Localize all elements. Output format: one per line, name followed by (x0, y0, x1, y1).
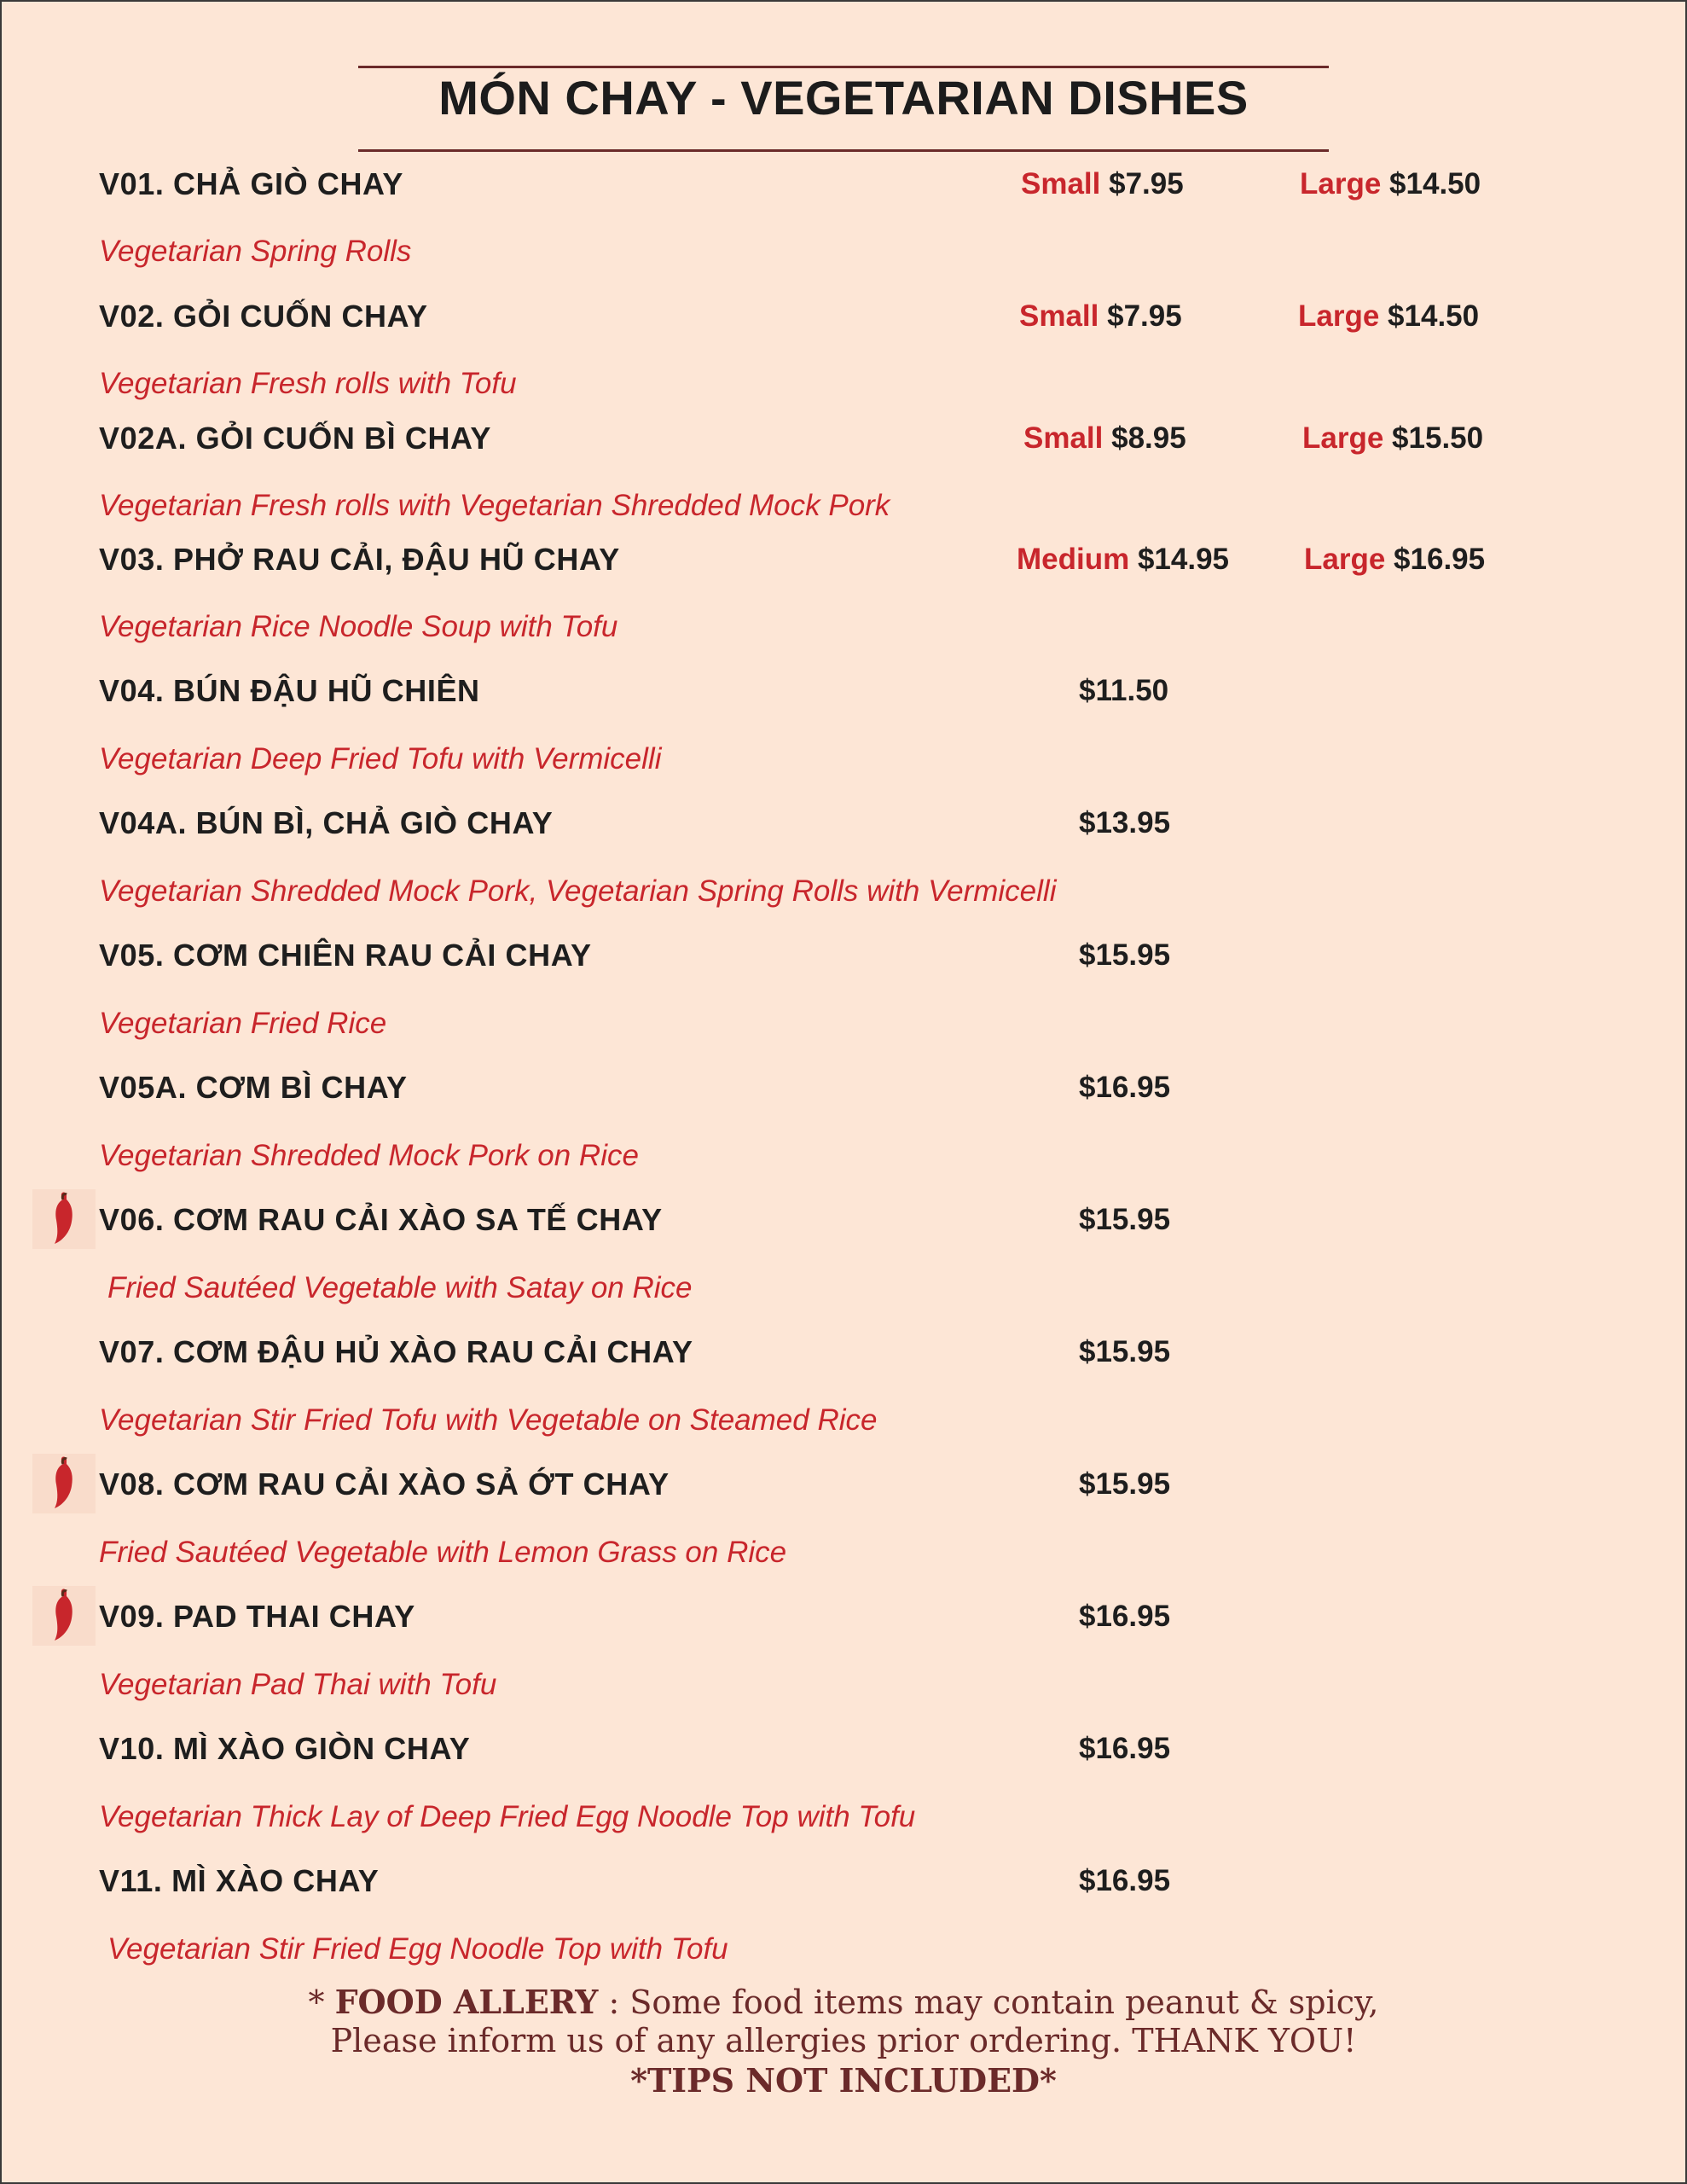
price-value: $15.50 (1392, 421, 1484, 455)
price-large (1304, 536, 1485, 584)
item-description: Vegetarian Fresh rolls with Vegetarian Shredded Mock Pork (99, 489, 890, 522)
title-rule-top (358, 66, 1329, 68)
price-value: $14.95 (1137, 543, 1230, 576)
item-description: Vegetarian Pad Thai with Tofu (99, 1668, 497, 1701)
item-name: V07. CƠM ĐẬU HỦ XÀO RAU CẢI CHAY (99, 1334, 693, 1369)
size-label: Medium (1017, 543, 1130, 576)
price-value: $15.95 (1079, 1467, 1171, 1501)
menu-item (0, 160, 1687, 208)
menu-item (0, 415, 1687, 462)
price-value: $13.95 (1079, 806, 1171, 839)
item-name: V11. MÌ XÀO CHAY (99, 1863, 380, 1898)
size-label: Large (1298, 299, 1380, 333)
price-small (1019, 293, 1182, 340)
size-label: Small (1023, 421, 1104, 455)
size-label: Large (1302, 421, 1384, 455)
menu-item (0, 799, 1687, 847)
menu-item (0, 1328, 1687, 1376)
item-description: Vegetarian Stir Fried Tofu with Vegetable on Steamed Rice (99, 1403, 878, 1437)
allergy-label: FOOD ALLERY (334, 1983, 599, 2021)
price-value: $8.95 (1111, 421, 1186, 455)
price-value: $15.95 (1079, 1203, 1171, 1236)
chili-pepper-icon (32, 1454, 96, 1513)
menu-item (0, 1857, 1687, 1905)
menu-item (0, 1593, 1687, 1641)
item-description: Vegetarian Deep Fried Tofu with Vermicelli (99, 742, 662, 775)
item-description: Fried Sautéed Vegetable with Lemon Grass on Rice (99, 1536, 787, 1569)
item-name: V10. MÌ XÀO GIÒN CHAY (99, 1731, 471, 1766)
size-label: Large (1300, 167, 1382, 200)
size-label: Small (1021, 167, 1101, 200)
item-name: V06. CƠM RAU CẢI XÀO SA TẾ CHAY (99, 1202, 663, 1237)
allergy-notice-line2: Please inform us of any allergies prior ordering. THANK YOU! (330, 2022, 1357, 2059)
price-value: $16.95 (1079, 1732, 1171, 1765)
item-description: Vegetarian Shredded Mock Pork on Rice (99, 1139, 639, 1172)
item-name: V05. CƠM CHIÊN RAU CẢI CHAY (99, 938, 592, 973)
item-price (1079, 1196, 1170, 1244)
item-price (1079, 1461, 1170, 1508)
price-value: $7.95 (1109, 167, 1184, 200)
title-rule-bottom (358, 149, 1329, 152)
item-price (1079, 1725, 1170, 1773)
price-small (1021, 160, 1184, 208)
page-title: MÓN CHAY - VEGETARIAN DISHES (438, 71, 1249, 125)
item-name: V08. CƠM RAU CẢI XÀO SẢ ỚT CHAY (99, 1467, 670, 1502)
item-name: V03. PHỞ RAU CẢI, ĐẬU HŨ CHAY (99, 542, 620, 577)
item-description: Vegetarian Rice Noodle Soup with Tofu (99, 610, 618, 643)
tips-notice: *TIPS NOT INCLUDED* (630, 2061, 1057, 2100)
price-value: $15.95 (1079, 1335, 1171, 1368)
price-value: $16.95 (1394, 543, 1486, 576)
price-value: $16.95 (1079, 1071, 1171, 1104)
chili-pepper-icon (32, 1586, 96, 1646)
item-description: Vegetarian Stir Fried Egg Noodle Top with Tofu (107, 1932, 728, 1966)
price-small (1023, 415, 1186, 462)
item-description: Vegetarian Fried Rice (99, 1007, 387, 1040)
price-value: $16.95 (1079, 1864, 1171, 1897)
price-medium (1017, 536, 1229, 584)
item-name: V02A. GỎI CUỐN BÌ CHAY (99, 421, 491, 456)
price-value: $14.50 (1388, 299, 1480, 333)
chili-pepper-icon (32, 1189, 96, 1249)
price-large (1298, 293, 1479, 340)
size-label: Small (1019, 299, 1099, 333)
menu-item (0, 1064, 1687, 1112)
menu-item (0, 1461, 1687, 1508)
price-value: $7.95 (1107, 299, 1182, 333)
item-price (1079, 667, 1168, 715)
menu-item (0, 536, 1687, 584)
price-value: $15.95 (1079, 938, 1171, 972)
menu-item (0, 1196, 1687, 1244)
allergy-notice-line1: * FOOD ALLERY : Some food items may contain peanut & spicy, (308, 1983, 1379, 2021)
item-name: V01. CHẢ GIÒ CHAY (99, 166, 403, 201)
item-description: Vegetarian Shredded Mock Pork, Vegetarian Spring Rolls with Vermicelli (99, 874, 1057, 908)
menu-item (0, 1725, 1687, 1773)
item-description: Vegetarian Fresh rolls with Tofu (99, 367, 517, 400)
item-price (1079, 799, 1170, 847)
item-price (1079, 1064, 1170, 1112)
item-description: Fried Sautéed Vegetable with Satay on Rice (107, 1271, 693, 1304)
item-price (1079, 1593, 1170, 1641)
menu-item (0, 293, 1687, 340)
item-price (1079, 932, 1170, 979)
size-label: Large (1304, 543, 1386, 576)
price-value: $11.50 (1079, 674, 1169, 707)
price-large (1300, 160, 1481, 208)
price-value: $16.95 (1079, 1600, 1171, 1633)
menu-item (0, 932, 1687, 979)
price-value: $14.50 (1389, 167, 1481, 200)
item-name: V04A. BÚN BÌ, CHẢ GIÒ CHAY (99, 805, 554, 840)
price-large (1302, 415, 1483, 462)
item-name: V04. BÚN ĐẬU HŨ CHIÊN (99, 673, 480, 708)
item-price (1079, 1328, 1170, 1376)
item-description: Vegetarian Thick Lay of Deep Fried Egg Noodle Top with Tofu (99, 1800, 916, 1833)
item-name: V09. PAD THAI CHAY (99, 1599, 415, 1634)
menu-item (0, 667, 1687, 715)
item-price (1079, 1857, 1170, 1905)
item-description: Vegetarian Spring Rolls (99, 235, 412, 268)
item-name: V05A. CƠM BÌ CHAY (99, 1070, 408, 1105)
item-name: V02. GỎI CUỐN CHAY (99, 299, 428, 334)
